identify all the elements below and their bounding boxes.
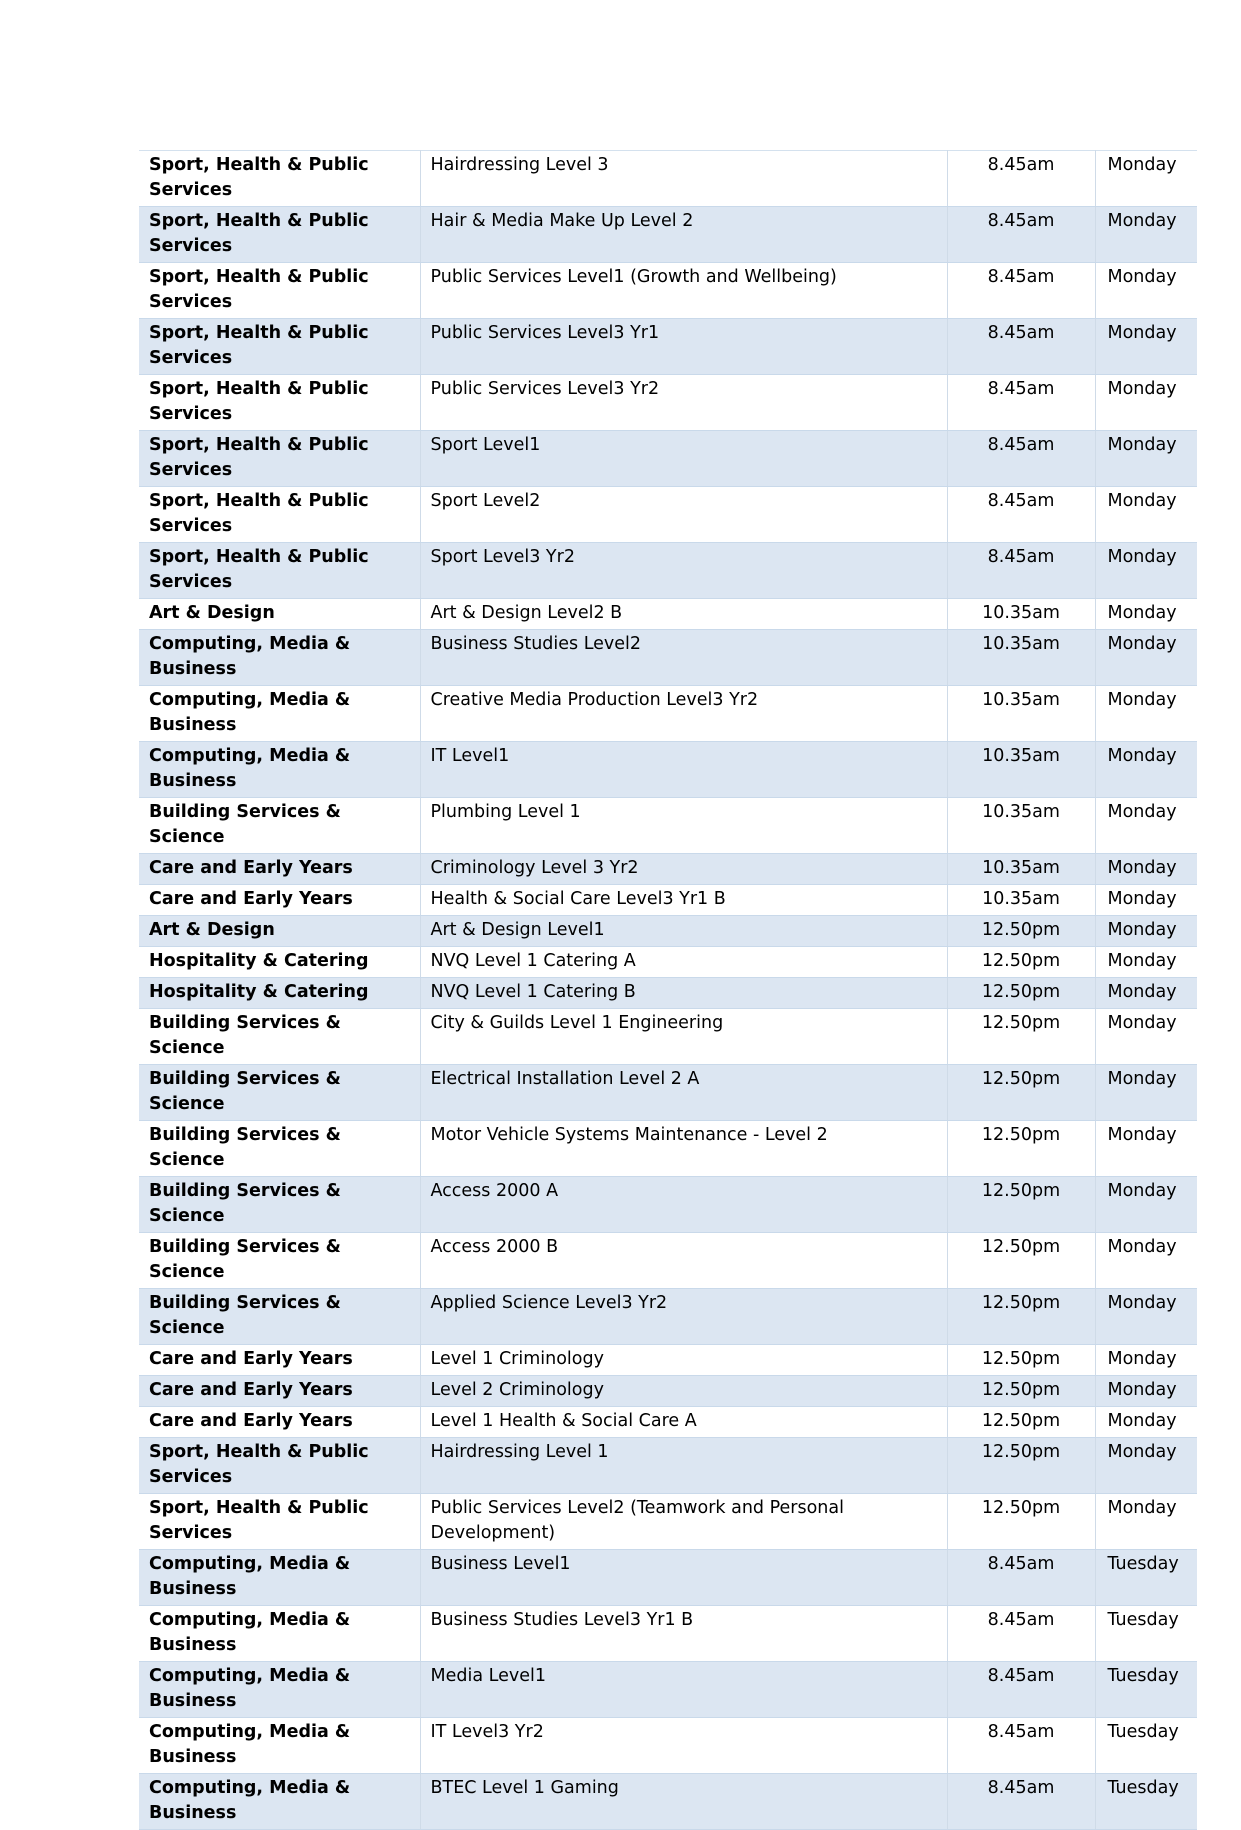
- course-cell: Business Level1: [420, 1550, 947, 1606]
- department-cell: Computing, Media & Business: [139, 1718, 420, 1774]
- day-cell: Monday: [1095, 1345, 1197, 1376]
- day-cell: Monday: [1095, 431, 1197, 487]
- department-cell: Art & Design: [139, 599, 420, 630]
- time-cell: 8.45am: [947, 1662, 1095, 1718]
- table-row: [139, 1662, 1197, 1718]
- day-cell: Monday: [1095, 1438, 1197, 1494]
- department-cell: Computing, Media & Business: [139, 1550, 420, 1606]
- table-row: [139, 1009, 1197, 1065]
- time-cell: 12.50pm: [947, 916, 1095, 947]
- time-cell: 10.35am: [947, 742, 1095, 798]
- day-cell: Monday: [1095, 207, 1197, 263]
- table-row: [139, 1550, 1197, 1606]
- table-row: [139, 1494, 1197, 1550]
- department-cell: Building Services & Science: [139, 1121, 420, 1177]
- table-row: [139, 1606, 1197, 1662]
- table-row: [139, 151, 1197, 207]
- day-cell: Monday: [1095, 885, 1197, 916]
- time-cell: 10.35am: [947, 885, 1095, 916]
- table-row: [139, 1718, 1197, 1774]
- course-cell: Level 1 Criminology: [420, 1345, 947, 1376]
- course-cell: Creative Media Production Level3 Yr2: [420, 686, 947, 742]
- day-cell: Monday: [1095, 1289, 1197, 1345]
- table-row: [139, 630, 1197, 686]
- course-cell: Art & Design Level1: [420, 916, 947, 947]
- department-cell: Sport, Health & Public Services: [139, 207, 420, 263]
- day-cell: Monday: [1095, 263, 1197, 319]
- department-cell: Sport, Health & Public Services: [139, 319, 420, 375]
- department-cell: Care and Early Years: [139, 1407, 420, 1438]
- department-cell: Computing, Media & Business: [139, 630, 420, 686]
- table-row: [139, 798, 1197, 854]
- table-row: [139, 431, 1197, 487]
- department-cell: Building Services & Science: [139, 1009, 420, 1065]
- course-cell: Criminology Level 3 Yr2: [420, 854, 947, 885]
- timetable: [139, 150, 1197, 1830]
- course-cell: Access 2000 A: [420, 1177, 947, 1233]
- course-cell: Media Level1: [420, 1662, 947, 1718]
- table-row: [139, 885, 1197, 916]
- course-cell: City & Guilds Level 1 Engineering: [420, 1009, 947, 1065]
- course-cell: Plumbing Level 1: [420, 798, 947, 854]
- course-cell: NVQ Level 1 Catering A: [420, 947, 947, 978]
- department-cell: Sport, Health & Public Services: [139, 1494, 420, 1550]
- day-cell: Tuesday: [1095, 1550, 1197, 1606]
- time-cell: 8.45am: [947, 263, 1095, 319]
- time-cell: 12.50pm: [947, 1121, 1095, 1177]
- day-cell: Monday: [1095, 319, 1197, 375]
- day-cell: Monday: [1095, 854, 1197, 885]
- course-cell: Business Studies Level2: [420, 630, 947, 686]
- day-cell: Monday: [1095, 1121, 1197, 1177]
- course-cell: Access 2000 B: [420, 1233, 947, 1289]
- course-cell: Art & Design Level2 B: [420, 599, 947, 630]
- course-cell: Business Studies Level3 Yr1 B: [420, 1606, 947, 1662]
- course-cell: Health & Social Care Level3 Yr1 B: [420, 885, 947, 916]
- time-cell: 10.35am: [947, 798, 1095, 854]
- department-cell: Care and Early Years: [139, 885, 420, 916]
- course-cell: Hair & Media Make Up Level 2: [420, 207, 947, 263]
- course-cell: Level 1 Health & Social Care A: [420, 1407, 947, 1438]
- course-cell: Sport Level2: [420, 487, 947, 543]
- time-cell: 12.50pm: [947, 978, 1095, 1009]
- day-cell: Monday: [1095, 1233, 1197, 1289]
- day-cell: Monday: [1095, 630, 1197, 686]
- department-cell: Sport, Health & Public Services: [139, 375, 420, 431]
- time-cell: 12.50pm: [947, 1009, 1095, 1065]
- department-cell: Computing, Media & Business: [139, 1662, 420, 1718]
- course-cell: IT Level1: [420, 742, 947, 798]
- day-cell: Monday: [1095, 151, 1197, 207]
- timetable-body: [139, 151, 1197, 1830]
- table-row: [139, 207, 1197, 263]
- course-cell: Electrical Installation Level 2 A: [420, 1065, 947, 1121]
- table-row: [139, 487, 1197, 543]
- department-cell: Sport, Health & Public Services: [139, 543, 420, 599]
- time-cell: 8.45am: [947, 1606, 1095, 1662]
- department-cell: Computing, Media & Business: [139, 742, 420, 798]
- table-row: [139, 375, 1197, 431]
- course-cell: Applied Science Level3 Yr2: [420, 1289, 947, 1345]
- day-cell: Monday: [1095, 1376, 1197, 1407]
- day-cell: Tuesday: [1095, 1662, 1197, 1718]
- course-cell: Hairdressing Level 3: [420, 151, 947, 207]
- table-row: [139, 686, 1197, 742]
- department-cell: Sport, Health & Public Services: [139, 1438, 420, 1494]
- table-row: [139, 1407, 1197, 1438]
- department-cell: Building Services & Science: [139, 1233, 420, 1289]
- time-cell: 8.45am: [947, 487, 1095, 543]
- table-row: [139, 916, 1197, 947]
- table-row: [139, 1121, 1197, 1177]
- time-cell: 12.50pm: [947, 1177, 1095, 1233]
- department-cell: Art & Design: [139, 916, 420, 947]
- day-cell: Monday: [1095, 1177, 1197, 1233]
- time-cell: 8.45am: [947, 375, 1095, 431]
- course-cell: NVQ Level 1 Catering B: [420, 978, 947, 1009]
- department-cell: Building Services & Science: [139, 798, 420, 854]
- time-cell: 8.45am: [947, 1718, 1095, 1774]
- day-cell: Monday: [1095, 599, 1197, 630]
- day-cell: Monday: [1095, 375, 1197, 431]
- course-cell: BTEC Level 1 Gaming: [420, 1774, 947, 1830]
- day-cell: Monday: [1095, 947, 1197, 978]
- day-cell: Monday: [1095, 1065, 1197, 1121]
- table-row: [139, 599, 1197, 630]
- course-cell: Sport Level1: [420, 431, 947, 487]
- day-cell: Monday: [1095, 1009, 1197, 1065]
- day-cell: Monday: [1095, 916, 1197, 947]
- time-cell: 8.45am: [947, 1774, 1095, 1830]
- department-cell: Care and Early Years: [139, 1376, 420, 1407]
- time-cell: 12.50pm: [947, 1345, 1095, 1376]
- time-cell: 8.45am: [947, 1550, 1095, 1606]
- day-cell: Monday: [1095, 487, 1197, 543]
- course-cell: Public Services Level3 Yr1: [420, 319, 947, 375]
- time-cell: 10.35am: [947, 854, 1095, 885]
- department-cell: Sport, Health & Public Services: [139, 431, 420, 487]
- day-cell: Monday: [1095, 686, 1197, 742]
- day-cell: Monday: [1095, 1407, 1197, 1438]
- department-cell: Hospitality & Catering: [139, 978, 420, 1009]
- time-cell: 12.50pm: [947, 1233, 1095, 1289]
- course-cell: Public Services Level1 (Growth and Wellbeing): [420, 263, 947, 319]
- department-cell: Hospitality & Catering: [139, 947, 420, 978]
- table-row: [139, 319, 1197, 375]
- table-row: [139, 742, 1197, 798]
- time-cell: 8.45am: [947, 431, 1095, 487]
- time-cell: 12.50pm: [947, 1438, 1095, 1494]
- department-cell: Sport, Health & Public Services: [139, 487, 420, 543]
- time-cell: 12.50pm: [947, 1289, 1095, 1345]
- department-cell: Building Services & Science: [139, 1177, 420, 1233]
- day-cell: Monday: [1095, 798, 1197, 854]
- department-cell: Computing, Media & Business: [139, 686, 420, 742]
- department-cell: Care and Early Years: [139, 1345, 420, 1376]
- department-cell: Computing, Media & Business: [139, 1774, 420, 1830]
- table-row: [139, 947, 1197, 978]
- day-cell: Monday: [1095, 543, 1197, 599]
- table-row: [139, 543, 1197, 599]
- time-cell: 12.50pm: [947, 947, 1095, 978]
- table-row: [139, 978, 1197, 1009]
- course-cell: Sport Level3 Yr2: [420, 543, 947, 599]
- time-cell: 10.35am: [947, 686, 1095, 742]
- time-cell: 10.35am: [947, 599, 1095, 630]
- time-cell: 12.50pm: [947, 1494, 1095, 1550]
- time-cell: 12.50pm: [947, 1407, 1095, 1438]
- time-cell: 10.35am: [947, 630, 1095, 686]
- table-row: [139, 1376, 1197, 1407]
- day-cell: Tuesday: [1095, 1774, 1197, 1830]
- time-cell: 8.45am: [947, 207, 1095, 263]
- course-cell: Level 2 Criminology: [420, 1376, 947, 1407]
- department-cell: Building Services & Science: [139, 1289, 420, 1345]
- department-cell: Sport, Health & Public Services: [139, 151, 420, 207]
- table-row: [139, 1774, 1197, 1830]
- table-row: [139, 1438, 1197, 1494]
- department-cell: Sport, Health & Public Services: [139, 263, 420, 319]
- time-cell: 8.45am: [947, 151, 1095, 207]
- day-cell: Monday: [1095, 742, 1197, 798]
- course-cell: Public Services Level3 Yr2: [420, 375, 947, 431]
- time-cell: 8.45am: [947, 319, 1095, 375]
- time-cell: 12.50pm: [947, 1065, 1095, 1121]
- table-row: [139, 1345, 1197, 1376]
- table-row: [139, 1289, 1197, 1345]
- department-cell: Building Services & Science: [139, 1065, 420, 1121]
- day-cell: Monday: [1095, 1494, 1197, 1550]
- table-row: [139, 263, 1197, 319]
- time-cell: 12.50pm: [947, 1376, 1095, 1407]
- table-row: [139, 1065, 1197, 1121]
- department-cell: Care and Early Years: [139, 854, 420, 885]
- table-row: [139, 1233, 1197, 1289]
- course-cell: Motor Vehicle Systems Maintenance - Level 2: [420, 1121, 947, 1177]
- day-cell: Tuesday: [1095, 1718, 1197, 1774]
- table-row: [139, 1177, 1197, 1233]
- day-cell: Tuesday: [1095, 1606, 1197, 1662]
- table-row: [139, 854, 1197, 885]
- course-cell: IT Level3 Yr2: [420, 1718, 947, 1774]
- day-cell: Monday: [1095, 978, 1197, 1009]
- time-cell: 8.45am: [947, 543, 1095, 599]
- department-cell: Computing, Media & Business: [139, 1606, 420, 1662]
- course-cell: Public Services Level2 (Teamwork and Personal Development): [420, 1494, 947, 1550]
- course-cell: Hairdressing Level 1: [420, 1438, 947, 1494]
